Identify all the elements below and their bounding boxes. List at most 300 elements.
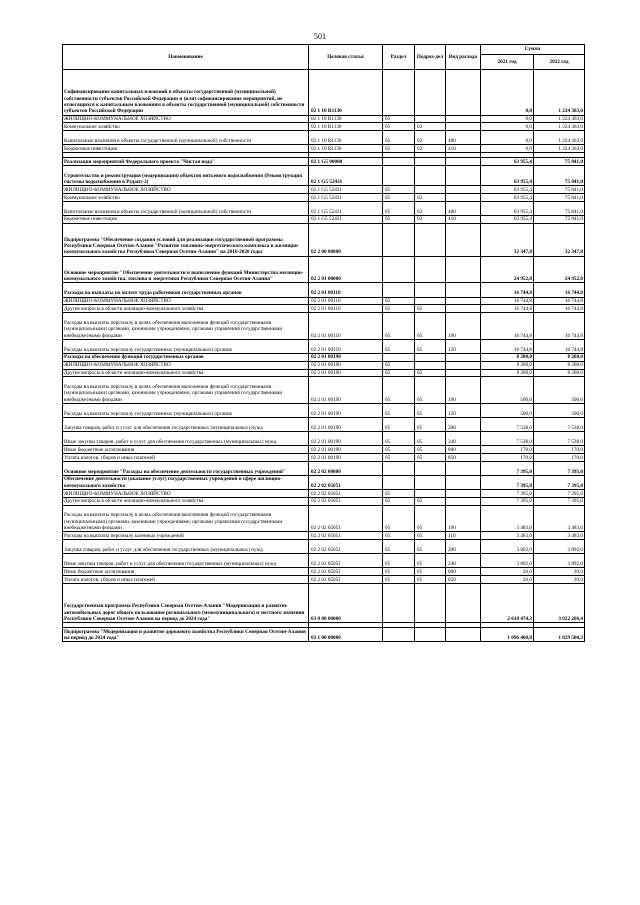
row-sum-2021: 63 955,4	[481, 186, 534, 194]
row-section: 05	[383, 432, 415, 446]
table-row	[63, 313, 585, 340]
row-section	[383, 628, 415, 642]
row-sum-2021: 63 955,4	[481, 201, 534, 215]
header-year-2021: 2021 год	[481, 55, 534, 70]
row-expense-type: 240	[446, 432, 481, 446]
row-sum-2022: 16 744,8	[534, 283, 585, 297]
header-subsection: Подраз-дел	[415, 45, 446, 70]
row-sum-2021: 8 208,0	[481, 353, 534, 361]
table-row	[63, 568, 585, 576]
row-section	[383, 583, 415, 622]
row-subsection: 05	[415, 339, 446, 353]
row-sum-2021: 32 347,8	[481, 223, 534, 256]
row-section: 05	[383, 215, 415, 223]
row-name: Расходы на выплаты персоналу государственных (муниципальных) органов	[63, 403, 309, 417]
row-target-code: 03 0 00 00000	[309, 583, 383, 622]
row-expense-type	[446, 158, 481, 166]
row-name: Расходы на выплаты по оплате труда работников государственных органов	[63, 283, 309, 297]
row-sum-2022: 1 224 363,0	[534, 145, 585, 153]
table-row	[63, 475, 585, 489]
header-section: Раздел	[383, 45, 415, 70]
row-target-code: 02 2 00 00000	[309, 223, 383, 256]
row-section: 05	[383, 576, 415, 584]
row-target-code: 02 1 10 R1130	[309, 115, 383, 123]
header-code: Целевая статья	[309, 45, 383, 70]
row-expense-type	[446, 283, 481, 297]
row-sum-2022: 8 208,0	[534, 353, 585, 361]
row-section: 05	[383, 446, 415, 454]
row-sum-2021: 0,0	[481, 123, 534, 131]
row-target-code: 02 2 01 00000	[309, 256, 383, 283]
row-subsection: 05	[415, 377, 446, 404]
row-target-code: 02 2 01 00190	[309, 361, 383, 369]
row-section: 05	[383, 186, 415, 194]
row-sum-2021: 7 395,0	[481, 475, 534, 489]
row-target-code: 02 2 02 05051	[309, 490, 383, 498]
row-subsection: 05	[415, 576, 446, 584]
row-target-code: 02 1 G5 00000	[309, 158, 383, 166]
row-section	[383, 223, 415, 256]
row-subsection	[415, 256, 446, 283]
row-target-code: 02 2 01 00190	[309, 377, 383, 404]
row-expense-type: 100	[446, 377, 481, 404]
row-expense-type	[446, 353, 481, 361]
row-sum-2022: 7 395,0	[534, 490, 585, 498]
row-sum-2022: 1 224 363,0	[534, 131, 585, 145]
row-subsection: 02	[415, 194, 446, 202]
row-target-code: 02 2 01 00190	[309, 403, 383, 417]
row-name: Софинансирование капитальных вложений в объекты государственной (муниципальной) собственности субъектов Российской Федерации и (или) софинансирование мероприятий, не относящихся к капитальным вложениям в объекты государственной (муниципальной) собственности субъектов Российской Федерации	[63, 70, 309, 116]
row-name: Другие вопросы в области жилищно-коммунального хозяйства	[63, 305, 309, 313]
row-sum-2022: 3 892,0	[534, 554, 585, 568]
row-section: 05	[383, 540, 415, 554]
row-sum-2022: 75 841,0	[534, 194, 585, 202]
table-row	[63, 540, 585, 554]
row-name: Основное мероприятие "Обеспечение деятельности и выполнение функций Министерства жилищно-коммунального хозяйства, топлива и энергетики Республики Северная Осетия-Алания"	[63, 256, 309, 283]
row-expense-type: 100	[446, 505, 481, 532]
row-expense-type	[446, 369, 481, 377]
row-name: Расходы на выплаты персоналу государственных (муниципальных) органов	[63, 339, 309, 353]
row-target-code: 02 2 01 00190	[309, 353, 383, 361]
header-name: Наименование	[63, 45, 309, 70]
table-row	[63, 490, 585, 498]
row-target-code: 02 1 10 R1130	[309, 131, 383, 145]
row-subsection: 02	[415, 131, 446, 145]
row-section: 05	[383, 505, 415, 532]
row-expense-type	[446, 256, 481, 283]
row-name: Закупка товаров, работ и услуг для обеспечения государственных (муниципальных) нужд	[63, 540, 309, 554]
row-sum-2021: 16 744,8	[481, 313, 534, 340]
row-subsection: 02	[415, 201, 446, 215]
row-sum-2021: 8 208,0	[481, 361, 534, 369]
row-section: 05	[383, 297, 415, 305]
row-target-code: 02 2 01 00190	[309, 454, 383, 462]
row-expense-type: 110	[446, 532, 481, 540]
row-sum-2021: 170,0	[481, 454, 534, 462]
row-section: 05	[383, 403, 415, 417]
row-name: ЖИЛИЩНО-КОММУНАЛЬНОЕ ХОЗЯЙСТВО	[63, 297, 309, 305]
header-sum: Сумма	[481, 45, 585, 55]
row-name: ЖИЛИЩНО-КОММУНАЛЬНОЕ ХОЗЯЙСТВО	[63, 490, 309, 498]
table-row	[63, 297, 585, 305]
table-row	[63, 418, 585, 432]
row-sum-2022: 500,0	[534, 377, 585, 404]
row-section	[383, 283, 415, 297]
row-subsection	[415, 297, 446, 305]
table-row	[63, 454, 585, 462]
row-name: Иные бюджетные ассигнования	[63, 568, 309, 576]
row-subsection: 05	[415, 554, 446, 568]
row-expense-type: 120	[446, 403, 481, 417]
row-sum-2022: 7 538,0	[534, 418, 585, 432]
row-target-code: 02 2 02 05051	[309, 576, 383, 584]
row-sum-2022: 3 483,0	[534, 532, 585, 540]
row-subsection	[415, 165, 446, 185]
row-section	[383, 165, 415, 185]
row-sum-2021: 63 955,4	[481, 165, 534, 185]
row-target-code: 02 2 02 05051	[309, 497, 383, 505]
row-sum-2021: 3 892,0	[481, 554, 534, 568]
table-row	[63, 158, 585, 166]
row-expense-type: 410	[446, 215, 481, 223]
row-expense-type: 850	[446, 454, 481, 462]
table-row	[63, 361, 585, 369]
budget-table	[62, 44, 585, 642]
row-expense-type: 800	[446, 568, 481, 576]
row-subsection: 05	[415, 403, 446, 417]
table-row	[63, 201, 585, 215]
row-section: 05	[383, 554, 415, 568]
row-sum-2022: 500,0	[534, 403, 585, 417]
row-name: Другие вопросы в области жилищно-коммунального хозяйства	[63, 497, 309, 505]
row-sum-2022: 7 395,0	[534, 475, 585, 489]
row-section: 05	[383, 490, 415, 498]
row-expense-type	[446, 361, 481, 369]
row-name: Коммунальное хозяйство	[63, 194, 309, 202]
row-sum-2022: 7 395,0	[534, 497, 585, 505]
row-name: Бюджетные инвестиции	[63, 145, 309, 153]
row-expense-type: 410	[446, 145, 481, 153]
row-section	[383, 353, 415, 361]
row-name: Подпрограмма "Модернизация и развитие дорожного хозяйства Республики Северная Осетия-Алания на период до 2024 года"	[63, 628, 309, 642]
table-row	[63, 576, 585, 584]
row-sum-2021: 20,0	[481, 576, 534, 584]
row-expense-type	[446, 165, 481, 185]
row-subsection: 05	[415, 446, 446, 454]
row-subsection: 05	[415, 305, 446, 313]
row-sum-2022: 16 744,8	[534, 313, 585, 340]
row-expense-type: 240	[446, 554, 481, 568]
row-sum-2022: 170,0	[534, 446, 585, 454]
row-name: Государственная программа Республики Северная Осетия-Алания "Модернизация и развитие автомобильных дорог общего пользования регионального (межмуниципального) и местного значения Республики Северная Осетия-Алания на период до 2024 года"	[63, 583, 309, 622]
row-subsection: 05	[415, 540, 446, 554]
row-target-code: 02 1 G5 52431	[309, 215, 383, 223]
row-subsection	[415, 223, 446, 256]
row-section	[383, 461, 415, 475]
table-row	[63, 283, 585, 297]
table-row	[63, 339, 585, 353]
row-subsection	[415, 115, 446, 123]
row-sum-2021: 7 395,0	[481, 461, 534, 475]
table-row	[63, 223, 585, 256]
row-expense-type	[446, 70, 481, 116]
row-name: Реализация мероприятий Федерального проекта "Чистая вода"	[63, 158, 309, 166]
table-row	[63, 377, 585, 404]
row-name: ЖИЛИЩНО-КОММУНАЛЬНОЕ ХОЗЯЙСТВО	[63, 361, 309, 369]
row-sum-2021: 63 955,4	[481, 215, 534, 223]
row-subsection: 02	[415, 145, 446, 153]
row-section: 05	[383, 497, 415, 505]
row-expense-type: 850	[446, 576, 481, 584]
row-name: Иные закупки товаров, работ и услуг для обеспечения государственных (муниципальных) нужд	[63, 432, 309, 446]
row-sum-2022: 1 224 363,0	[534, 123, 585, 131]
row-name: Уплата налогов, сборов и иных платежей	[63, 454, 309, 462]
row-target-code: 02 2 02 05051	[309, 475, 383, 489]
row-section: 05	[383, 131, 415, 145]
row-sum-2021: 500,0	[481, 403, 534, 417]
row-sum-2021: 7 538,0	[481, 418, 534, 432]
row-target-code: 02 2 01 00110	[309, 305, 383, 313]
row-name: Строительство и реконструкция (модернизация) объектов питьевого водоснабжения (Реконструкция системы водоснабжения в Редант-2)	[63, 165, 309, 185]
row-subsection	[415, 461, 446, 475]
row-subsection: 05	[415, 568, 446, 576]
row-subsection	[415, 186, 446, 194]
row-subsection: 05	[415, 418, 446, 432]
row-sum-2021: 3 483,0	[481, 532, 534, 540]
row-subsection: 05	[415, 432, 446, 446]
row-subsection: 05	[415, 313, 446, 340]
row-subsection	[415, 628, 446, 642]
row-subsection	[415, 361, 446, 369]
row-sum-2022: 20,0	[534, 576, 585, 584]
row-sum-2022: 170,0	[534, 454, 585, 462]
row-sum-2021: 8 208,0	[481, 369, 534, 377]
table-row	[63, 461, 585, 475]
header-expense-type: Вид расхода	[446, 45, 481, 70]
row-name: Подпрограмма "Обеспечение создания условий для реализации государственной программы Республики Северная Осетия-Алания "Развитие топливно-энергетического комплекса и жилищно-коммунального хозяйства Республики Северная Осетия-Алания" на 2016-2020 годы	[63, 223, 309, 256]
row-expense-type	[446, 475, 481, 489]
row-target-code: 02 2 01 00190	[309, 432, 383, 446]
row-section: 05	[383, 201, 415, 215]
row-target-code: 02 1 G5 52431	[309, 165, 383, 185]
row-section: 05	[383, 377, 415, 404]
table-row	[63, 403, 585, 417]
table-row	[63, 583, 585, 622]
table-row	[63, 131, 585, 145]
table-row	[63, 194, 585, 202]
row-sum-2022: 7 395,0	[534, 461, 585, 475]
row-sum-2022: 3 022 266,4	[534, 583, 585, 622]
row-expense-type	[446, 461, 481, 475]
row-sum-2022: 75 841,0	[534, 201, 585, 215]
table-row	[63, 628, 585, 642]
row-sum-2022: 8 208,0	[534, 369, 585, 377]
page-number: 501	[314, 32, 326, 41]
row-section: 05	[383, 194, 415, 202]
row-expense-type: 400	[446, 131, 481, 145]
row-sum-2022: 75 841,0	[534, 186, 585, 194]
table-row	[63, 115, 585, 123]
row-target-code: 02 2 01 00110	[309, 313, 383, 340]
row-sum-2021: 63 955,4	[481, 158, 534, 166]
row-sum-2022: 16 744,8	[534, 297, 585, 305]
row-sum-2021: 63 955,4	[481, 194, 534, 202]
row-sum-2021: 170,0	[481, 446, 534, 454]
row-subsection	[415, 353, 446, 361]
row-expense-type: 400	[446, 201, 481, 215]
table-row	[63, 256, 585, 283]
row-expense-type	[446, 123, 481, 131]
row-sum-2021: 2 610 474,3	[481, 583, 534, 622]
row-expense-type	[446, 194, 481, 202]
row-sum-2021: 7 395,0	[481, 490, 534, 498]
table-row	[63, 505, 585, 532]
row-sum-2021: 20,0	[481, 568, 534, 576]
row-target-code: 02 1 10 R1130	[309, 70, 383, 116]
row-section: 05	[383, 313, 415, 340]
table-body	[63, 70, 585, 642]
row-subsection	[415, 583, 446, 622]
row-target-code: 02 2 02 05051	[309, 532, 383, 540]
table-row	[63, 123, 585, 131]
row-sum-2021: 16 744,8	[481, 283, 534, 297]
row-sum-2021: 0,0	[481, 131, 534, 145]
table-row	[63, 305, 585, 313]
row-target-code: 02 1 G5 52431	[309, 186, 383, 194]
row-section: 05	[383, 361, 415, 369]
row-name: Коммунальное хозяйство	[63, 123, 309, 131]
row-sum-2022: 3 892,0	[534, 540, 585, 554]
row-target-code: 02 1 G5 52431	[309, 201, 383, 215]
row-expense-type: 800	[446, 446, 481, 454]
row-section: 05	[383, 369, 415, 377]
table-row	[63, 369, 585, 377]
row-target-code: 02 2 01 00110	[309, 297, 383, 305]
row-name: Уплата налогов, сборов и иных платежей	[63, 576, 309, 584]
row-name: Другие вопросы в области жилищно-коммунального хозяйства	[63, 369, 309, 377]
row-target-code: 02 2 02 05051	[309, 568, 383, 576]
row-section: 05	[383, 115, 415, 123]
row-name: Расходы на выплаты персоналу в целях обеспечения выполнения функций государственными (муниципальными) органами, казенными учреждениями, органами управления государственными внебюджетными фондами	[63, 505, 309, 532]
row-section	[383, 70, 415, 116]
row-sum-2022: 20,0	[534, 568, 585, 576]
row-section	[383, 475, 415, 489]
row-sum-2022: 7 538,0	[534, 432, 585, 446]
row-expense-type	[446, 628, 481, 642]
row-sum-2021: 7 538,0	[481, 432, 534, 446]
row-section: 05	[383, 339, 415, 353]
row-sum-2021: 3 892,0	[481, 540, 534, 554]
row-subsection: 05	[415, 532, 446, 540]
row-sum-2022: 75 841,0	[534, 165, 585, 185]
row-sum-2022: 3 483,0	[534, 505, 585, 532]
row-expense-type	[446, 583, 481, 622]
row-expense-type	[446, 115, 481, 123]
row-section: 05	[383, 454, 415, 462]
row-expense-type: 120	[446, 339, 481, 353]
row-expense-type: 100	[446, 313, 481, 340]
row-name: Бюджетные инвестиции	[63, 215, 309, 223]
row-subsection	[415, 490, 446, 498]
row-subsection	[415, 70, 446, 116]
row-sum-2021: 0,0	[481, 115, 534, 123]
row-target-code: 02 2 01 00190	[309, 418, 383, 432]
table-row	[63, 186, 585, 194]
row-expense-type	[446, 490, 481, 498]
row-name: Основное мероприятие "Расходы на обеспечение деятельности государственных учреждений"	[63, 461, 309, 475]
row-sum-2021: 0,0	[481, 70, 534, 116]
row-subsection: 05	[415, 497, 446, 505]
row-name: Капитальные вложения в объекты государственной (муниципальной) собственности	[63, 201, 309, 215]
row-subsection: 02	[415, 123, 446, 131]
row-subsection: 05	[415, 369, 446, 377]
row-subsection: 05	[415, 454, 446, 462]
row-subsection: 02	[415, 215, 446, 223]
row-section: 05	[383, 145, 415, 153]
table-row	[63, 532, 585, 540]
row-sum-2022: 75 841,0	[534, 158, 585, 166]
row-name: Закупка товаров, работ и услуг для обеспечения государственных (муниципальных) нужд	[63, 418, 309, 432]
row-expense-type	[446, 305, 481, 313]
row-expense-type	[446, 497, 481, 505]
table-row	[63, 215, 585, 223]
row-sum-2021: 16 744,8	[481, 339, 534, 353]
row-subsection	[415, 283, 446, 297]
row-sum-2022: 1 224 363,0	[534, 115, 585, 123]
row-name: Иные закупки товаров, работ и услуг для обеспечения государственных (муниципальных) нужд	[63, 554, 309, 568]
row-sum-2022: 16 744,8	[534, 339, 585, 353]
row-sum-2022: 24 952,8	[534, 256, 585, 283]
row-sum-2021: 7 395,0	[481, 497, 534, 505]
row-section: 05	[383, 305, 415, 313]
row-target-code: 02 2 02 00000	[309, 461, 383, 475]
table-row	[63, 165, 585, 185]
row-expense-type	[446, 297, 481, 305]
row-sum-2022: 1 224 363,0	[534, 70, 585, 116]
row-target-code: 02 2 02 05051	[309, 540, 383, 554]
row-target-code: 02 2 02 05051	[309, 505, 383, 532]
row-subsection: 05	[415, 505, 446, 532]
row-target-code: 02 1 10 R1130	[309, 145, 383, 153]
row-sum-2021: 3 483,0	[481, 505, 534, 532]
row-target-code: 02 2 02 05051	[309, 554, 383, 568]
row-sum-2022: 32 347,8	[534, 223, 585, 256]
row-target-code: 02 2 01 00110	[309, 283, 383, 297]
row-sum-2021: 24 952,8	[481, 256, 534, 283]
row-name: Расходы на выплаты персоналу казенных учреждений	[63, 532, 309, 540]
row-subsection	[415, 475, 446, 489]
row-subsection	[415, 158, 446, 166]
row-expense-type	[446, 223, 481, 256]
row-expense-type	[446, 186, 481, 194]
table-row	[63, 353, 585, 361]
row-name: Обеспечение деятельности (оказание услуг) государственных учреждений в сфере жилищно-коммунального хозяйства	[63, 475, 309, 489]
row-name: Расходы на выплаты персоналу в целях обеспечения выполнения функций государственными (муниципальными) органами, казенными учреждениями, органами управления государственными внебюджетными фондами	[63, 313, 309, 340]
row-name: Расходы на выплаты персоналу в целях обеспечения выполнения функций государственными (муниципальными) органами, казенными учреждениями, органами управления государственными внебюджетными фондами	[63, 377, 309, 404]
row-section: 05	[383, 418, 415, 432]
table-row	[63, 446, 585, 454]
row-target-code: 02 1 10 R1130	[309, 123, 383, 131]
row-name: Иные бюджетные ассигнования	[63, 446, 309, 454]
row-section: 05	[383, 568, 415, 576]
header-row	[63, 45, 585, 55]
row-sum-2021: 16 744,8	[481, 297, 534, 305]
row-sum-2021: 0,0	[481, 145, 534, 153]
table-row	[63, 497, 585, 505]
row-sum-2022: 16 744,8	[534, 305, 585, 313]
table-row	[63, 432, 585, 446]
row-expense-type: 200	[446, 540, 481, 554]
